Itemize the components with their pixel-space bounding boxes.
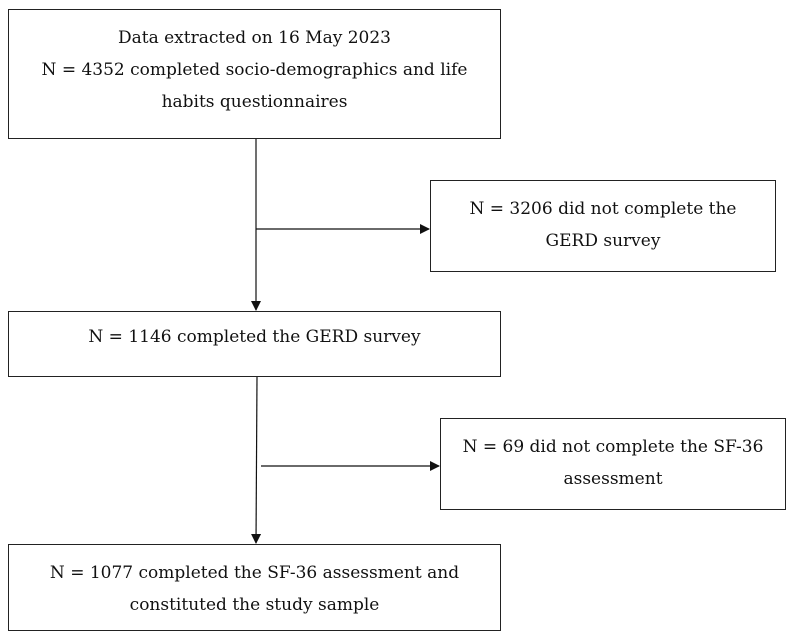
box-text-line: Data extracted on 16 May 2023 [117,28,391,48]
box-text-line: N = 69 did not complete the SF-36 [462,437,764,457]
connector-box3-to-box5 [256,377,257,543]
excluded-sf36-box [440,418,786,510]
box-text-line: assessment [563,469,663,489]
box-text-line: constituted the study sample [129,595,380,615]
box-text-line: habits questionnaires [161,92,348,112]
box-text-line: N = 3206 did not complete the [469,199,737,219]
excluded-gerd-box [430,180,776,272]
box-text-line: N = 4352 completed socio-demographics and life [41,60,468,80]
box-text-line: N = 1077 completed the SF-36 assessment and [49,563,460,583]
box-text-line: N = 1146 completed the GERD survey [88,327,421,347]
study-sample-box [8,544,501,631]
box-text-line: GERD survey [545,231,661,251]
data-extraction-box [8,9,501,139]
gerd-completed-box [8,311,501,377]
